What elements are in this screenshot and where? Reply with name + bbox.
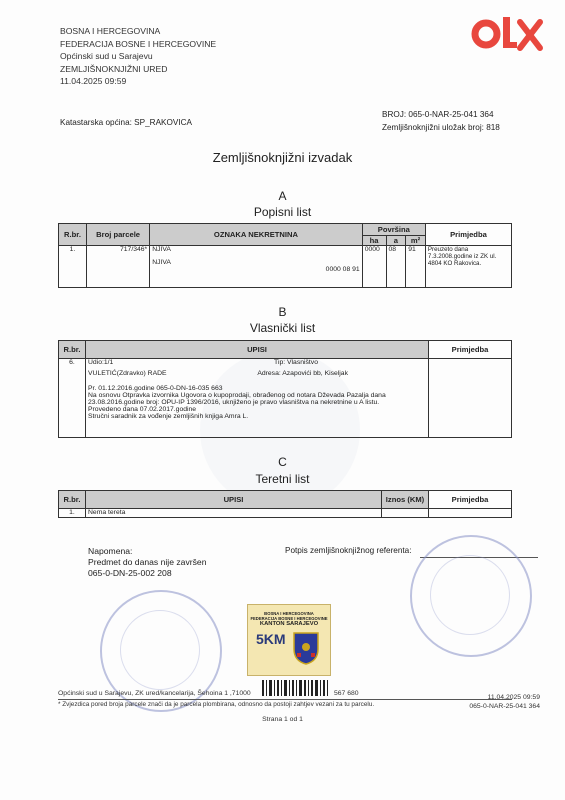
footer-note: * Zvjezdica pored broja parcele znači da je parcela plombirana, odnosno da postoji zahtjev vezani za tu parcelu. [58,701,375,708]
row-parcela: 717/346* [86,246,149,288]
col-m2: m² [406,236,426,246]
header-line-4: ZEMLJIŠNOKNJIŽNI URED [60,63,168,74]
col-upisi: UPISI [86,341,429,359]
tax-stamp-line-1: BOSNA I HERCEGOVINA [264,611,314,616]
row-upisi [86,359,429,438]
row-ha: 0000 [362,246,386,288]
row-m2: 91 [406,246,426,288]
page-number: Strana 1 od 1 [262,716,303,723]
document-number: BROJ: 065-0-NAR-25-041 364 [382,110,494,119]
footer-address: Općinski sud u Sarajevu, ZK ured/kancelarija, Šehoina 1 ,71000 [58,690,251,697]
row-iznos [382,509,429,518]
court-stamp-right-inner [430,555,510,635]
col-rbr: R.br. [59,491,86,509]
row-rbr: 1. [59,246,87,288]
tax-stamp-line-3: KANTON SARAJEVO [259,621,319,627]
col-oznaka: OZNAKA NEKRETNINA [150,224,363,246]
signature-label: Potpis zemljišnoknjižnog referenta: [285,546,412,555]
napomena-label: Napomena: [88,546,133,556]
col-upisi: UPISI [86,491,382,509]
col-iznos: Iznos (KM) [382,491,429,509]
table-row [59,359,512,438]
section-b-letter: B [278,305,287,319]
tax-stamp [247,604,331,676]
row-primjedba [429,359,512,438]
oznaka-line-1: NJIVA [152,246,171,253]
udio: Udio:1/1 [88,359,114,366]
tax-stamp-value: 5KM [256,631,286,647]
row-rbr: 1. [59,509,86,518]
document-header [60,25,216,88]
court-stamp-right [410,535,532,657]
entry-text-3: Provedeno dana 07.02.2017.godine [88,406,197,413]
section-a-title: Popisni list [253,205,312,219]
col-primjedba: Primjedba [425,224,511,246]
section-b-title: Vlasnički list [249,321,316,335]
row-rbr: 6. [59,359,86,438]
row-upisi: Nema tereta [86,509,382,518]
owner-name: VULETIĆ(Zdravko) RADE [88,370,167,377]
header-line-1: BOSNA I HERCEGOVINA [60,26,161,36]
vlasnicki-list-table [58,340,512,438]
row-primjedba [429,509,512,518]
entry-date: Pr. 01.12.2016.godine 065-0-DN-16-035 663 [88,385,223,392]
katastarska-opcina: Katastarska općina: SP_RAKOVICA [60,118,192,127]
oznaka-line-2: NJIVA [152,259,171,266]
oznaka-subtotal: 0000 08 91 [325,266,360,273]
napomena-number: 065-0-DN-25-002 208 [88,568,172,578]
olx-logo-graphic [470,12,558,56]
header-line-2: FEDERACIJA BOSNE I HERCEGOVINE [60,38,217,49]
barcode [262,680,332,696]
row-primjedba: Preuzeto dana 7.3.2008.godine iz ZK ul. 4804 KO Rakovica. [425,246,511,288]
entry-text-2: 23.08.2016.godine broj: OPU-IP 1396/2016, uknjiženo je pravo vlasništva na nekretnine u A listu. [88,399,380,406]
col-rbr: R.br. [59,341,86,359]
entry-text-4: Stručni saradnik za vođenje zemljišnih knjiga Amra L. [88,413,249,420]
napomena-block [88,546,206,579]
row-oznaka [150,246,363,288]
ulozak-number: Zemljišnoknjižni uložak broj: 818 [382,123,500,132]
footer-date: 11.04.2025 09:59 [487,694,540,701]
document-title: Zemljišnoknjižni izvadak [212,150,353,165]
olx-logo [470,12,558,56]
teretni-list-table [58,490,512,518]
col-rbr: R.br. [59,224,87,246]
table-row [59,509,512,518]
footer-divider [58,699,512,700]
table-row [59,246,512,288]
col-primjedba: Primjedba [429,491,512,509]
header-date: 11.04.2025 09:59 [60,76,127,87]
row-a: 08 [386,246,406,288]
col-primjedba: Primjedba [429,341,512,359]
tip: Tip: Vlasništvo [274,359,318,366]
popisni-list-table [58,223,512,288]
section-c-title: Teretni list [255,472,310,486]
col-ha: ha [362,236,386,246]
tax-stamp-line-2: FEDERACIJA BOSNE I HERCEGOVINE [250,616,328,621]
footer-number: 065-0-NAR-25-041 364 [469,703,540,710]
col-broj-parcele: Broj parcele [86,224,149,246]
section-a-letter: A [278,189,287,203]
tax-stamp-code: 567 680 [334,690,359,697]
col-povrsina: Površina [362,224,425,236]
coat-of-arms-icon [292,631,320,665]
court-stamp-left-inner [120,610,200,690]
header-line-3: Općinski sud u Sarajevu [60,51,153,62]
col-a: a [386,236,406,246]
section-c-letter: C [278,455,287,469]
entry-text-1: Na osnovu Otpravka izvornika Ugovora o kupoprodaji, obrađenog od notara Dževada Pazalja dana [88,392,386,399]
napomena-text: Predmet do danas nije završen [88,557,207,567]
owner-address: Adresa: Azapovići bb, Kiseljak [257,370,348,377]
document-number-block [382,108,500,134]
